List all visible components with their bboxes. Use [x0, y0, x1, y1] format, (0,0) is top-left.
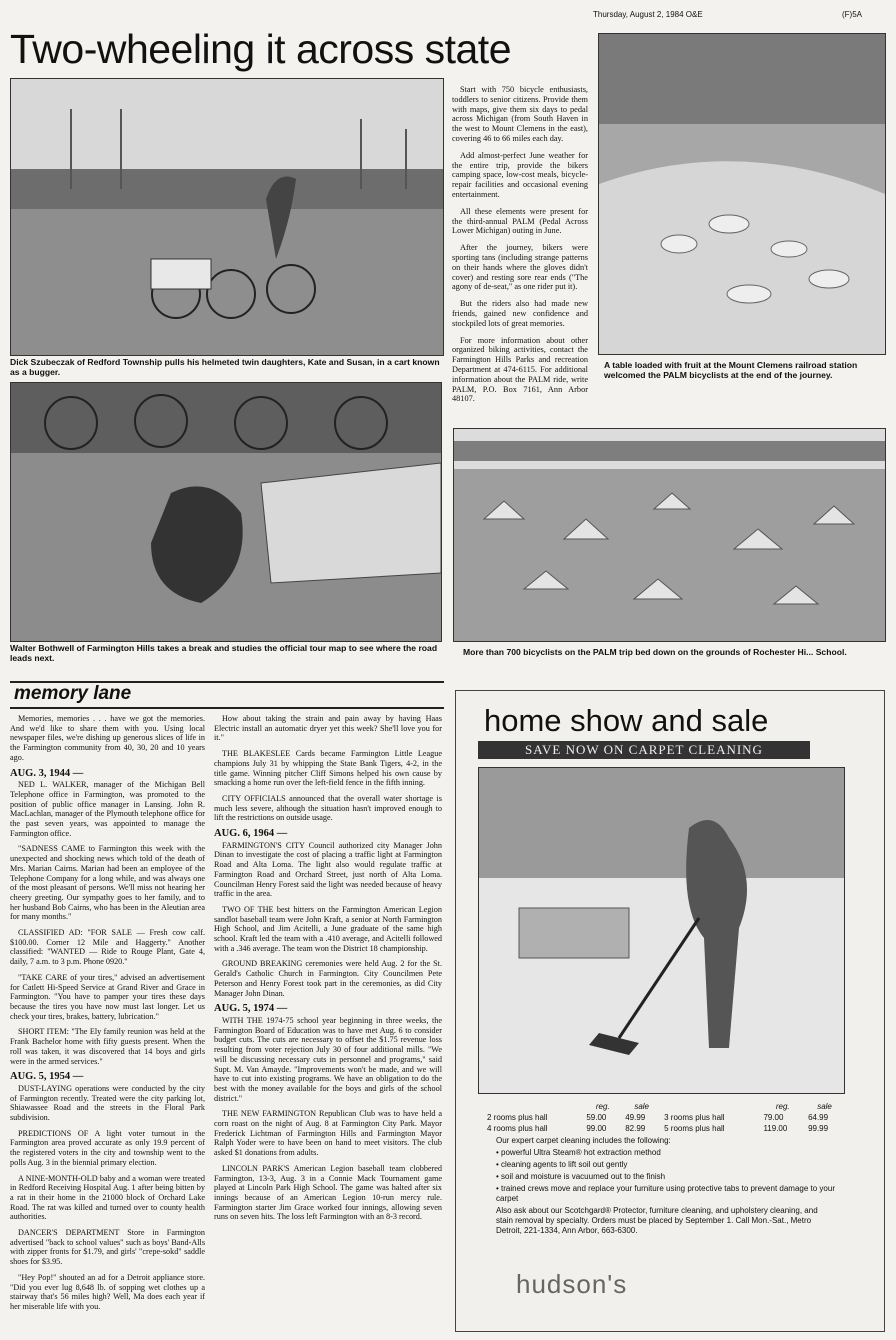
- photo-cyclist-cart: [10, 78, 444, 356]
- ml-item: A NINE-MONTH-OLD baby and a woman were treated in Redford Receiving Hospital Aug. 1 after being bitten by a rat in their home in the 21000 block of Orchard Lake Road. The rat was killed and turned over to county health authorities.: [10, 1173, 205, 1222]
- ml-item: SHORT ITEM: "The Ely family reunion was held at the Frank Bachelor home with fifty guests present. When the roll was taken, it was discovered that 14 boys and girls were in the armed services.": [10, 1027, 205, 1066]
- story-paragraph: Add almost-perfect June weather for the entire trip, provide the bikers camping space, low-cost meals, bicycle-repair facilities and occasional evening entertainment.: [452, 150, 588, 199]
- memory-lane-title: memory lane: [14, 683, 132, 704]
- ml-item: DUST-LAYING operations were conducted by the city of Farmington recently. Treated were the city parking lot, Shiawassee Road and the streets in the Floral Park subdivision.: [10, 1083, 205, 1123]
- cell: 99.99: [808, 1124, 829, 1133]
- ad-photo-carpet-cleaner: [478, 767, 845, 1094]
- cell: 119.00: [763, 1124, 788, 1133]
- story-column: [452, 85, 588, 411]
- ml-item: CITY OFFICIALS announced that the overall water shortage is much less severe, although the situation hasn't improved enough to lift the restrictions on outside usage.: [214, 793, 442, 823]
- ad-title: home show and sale: [484, 703, 769, 738]
- ml-item: TWO OF THE best hitters on the Farmington American Legion sandlot baseball team were John Kraft, a senior at North Farmington High School, and Jim Acitelli, a June graduate of the same high school. Kraft led the team with a .410 average, and Acitelli followed with a .346 average. The team won the District 18 championship.: [214, 904, 442, 953]
- ml-item: THE BLAKESLEE Cards became Farmington Little League champions July 31 by whipping the State Bank Tigers, 4-2, in the title game. Winning pitcher Cliff Simons helped his own cause by smacking a home run over the left-field fence in the fifth inning.: [214, 749, 442, 788]
- cell: 2 rooms plus hall: [487, 1113, 548, 1122]
- price-table: [484, 1101, 844, 1134]
- story-paragraph: After the journey, bikers were sporting tans (including strange patterns on their hands where the gloves didn't cover) and resting sore rear ends ("The agony of de-seat," as one rider put it).: [452, 243, 588, 292]
- cell: 5 rooms plus hall: [664, 1124, 725, 1133]
- ml-item: THE NEW FARMINGTON Republican Club was to have held a corn roast on the night of Aug. 8 at Farmington City Park. Mayor Frederick Lichtman of Farmington Hills and Farmington Mayor Ralph Yoder were to have been on hand to meet visitors. The club asked $1 donations from adults.: [214, 1109, 442, 1158]
- cell: 82.99: [625, 1124, 646, 1133]
- memory-lane-column-1: [10, 714, 205, 1318]
- memory-lane-column-2: [214, 714, 442, 1228]
- ml-date-heading: AUG. 5, 1974 —: [214, 1003, 288, 1015]
- story-paragraph: Start with 750 bicycle enthusiasts, toddlers to senior citizens. Provide them with maps, give them six days to pedal across Michigan (from South Haven in the west to Mount Clemens in the east), covering 46 to 66 miles each day.: [452, 85, 588, 143]
- col-head: [661, 1101, 760, 1112]
- story-paragraph: But the riders also had made new friends, gained new confidence and stockpiled lots of great memories.: [452, 299, 588, 328]
- price-row: [484, 1123, 844, 1134]
- cell: 64.99: [808, 1113, 829, 1122]
- ml-item: CLASSIFIED AD: "FOR SALE — Fresh cow calf. $100.00. Corner 12 Mile and Haggerty." Another classified: "WANTED — Ride to Rouge Plant, Gate 4, daily, 7 a.m. to 3 p.m. Phone 0920.": [10, 928, 205, 967]
- memory-lane-header: [10, 681, 444, 709]
- ml-item: WITH THE 1974-75 school year beginning in three weeks, the Farmington Board of Education was to have met Aug. 6 to consider budget cuts. The cuts are necessary to offset the $1.75 revenue loss resulting from voter rejection July 30 of four additional mills. "We will be discussing necessary cuts in personnel and programs," said Supt. M. Van Amayde. "Improvements won't be made, and we will have to cut into existing programs. We have an obligation to do the best with the money available for the boys and girls of the school district.": [214, 1015, 442, 1103]
- issue-date: Thursday, August 2, 1984 O&E: [593, 10, 703, 19]
- ad-copy: [496, 1136, 836, 1238]
- col-head: reg.: [775, 1102, 790, 1111]
- headline: Two-wheeling it across state: [10, 26, 512, 72]
- ml-item: "SADNESS CAME to Farmington this week with the unexpected and shocking news which told of the death of Mrs. Marian Cairns. Marian had been an employee of the Telephone Company for a long while, and was always one of the most pleasant of persons. We'll miss not hearing her cheery greeting. Our sympathy goes to her family, and to her husband Bob Cairns, who has been in the Aleutian area for many months.": [10, 844, 205, 922]
- caption-photo1: Dick Szubeczak of Redford Township pulls his helmeted twin daughters, Kate and Susan, in a cart known as a bugger.: [10, 357, 440, 377]
- cell: 79.00: [763, 1113, 784, 1122]
- ml-intro: Memories, memories . . . have we got the memories. And we'd like to share them with you. Using local newspaper files, we're dishing up generous slices of life in the Farmington community from 40, 30, 20 and 10 years ago.: [10, 714, 205, 762]
- ad-line: Also ask about our Scotchgard® Protector, furniture cleaning, and upholstery cleaning, and stain removal by specialty. Orders must be placed by September 1. Call Mon.-Sat., Metro Detroit, 221-1334, Ann Arbor, 663-6300.: [496, 1206, 818, 1235]
- ml-date-heading: AUG. 5, 1954 —: [10, 1071, 84, 1083]
- photo-fruit-table: [598, 33, 886, 355]
- ml-date-heading: AUG. 3, 1944 —: [10, 767, 84, 779]
- photo-map-break: [10, 382, 442, 642]
- page-number: (F)5A: [842, 10, 862, 19]
- story-paragraph: All these elements were present for the third-annual PALM (Pedal Across Lower Michigan) outing in June.: [452, 206, 588, 236]
- story-paragraph: For more information about other organized biking activities, contact the Farmington Hills Parks and recreation Department at 474-6115. For additional information about the PALM ride, write PALM, P.O. Box 7161, Ann Arbor 48107.: [452, 335, 588, 404]
- ml-item: GROUND BREAKING ceremonies were held Aug. 2 for the St. Gerald's Catholic Church in Farmington. City Councilmen Pete Peterson and Henry Forest took part in the ceremonies, as did City Manager John Dinan.: [214, 959, 442, 998]
- col-head: sale: [817, 1102, 832, 1111]
- ml-item: NED L. WALKER, manager of the Michigan Bell Telephone office in Farmington, was promoted to the position of public office manager in Lansing. John R. MacLachlan, manager of the Plymouth telephone office for the past seven years, was appointed to manage the Farmington office.: [10, 780, 205, 838]
- ml-item: DANCER'S DEPARTMENT Store in Farmington advertised "back to school values" such as boys' Band-Alls with zipper fronts for $1.79, and girls' "crepe-sokd" saddle shoes for $3.95.: [10, 1228, 205, 1267]
- cell: 49.99: [625, 1113, 646, 1122]
- caption-photo4: More than 700 bicyclists on the PALM trip bed down on the grounds of Rochester Hi... School.: [463, 647, 847, 657]
- ad-banner: SAVE NOW ON CARPET CLEANING: [478, 741, 810, 759]
- ad-line: Our expert carpet cleaning includes the following:: [496, 1136, 671, 1145]
- caption-photo2: A table loaded with fruit at the Mount Clemens railroad station welcomed the PALM bicyclists at the end of the journey.: [604, 360, 858, 380]
- ml-date-heading: AUG. 6, 1964 —: [214, 828, 288, 840]
- cell: 3 rooms plus hall: [664, 1113, 725, 1122]
- ad-line: • trained crews move and replace your furniture using protective tabs to prevent damage to your carpet: [496, 1184, 835, 1203]
- ml-item: "Hey Pop!" shouted an ad for a Detroit appliance store. "Did you ever lug 8,648 lb. of sopping wet clothes up a stairway that's 56 miles high? Well, Ma does each year if her miserable life with you.: [10, 1272, 205, 1311]
- col-head: reg.: [595, 1102, 610, 1111]
- cell: 99.00: [586, 1124, 607, 1133]
- price-table-header: [484, 1101, 844, 1112]
- hudsons-ad: [455, 690, 885, 1332]
- ml-item: PREDICTIONS OF A light voter turnout in the Farmington area proved accurate as only 19.9 percent of the registered voters in the city and township went to the polls Aug. 3 in the biennial primary election.: [10, 1128, 205, 1167]
- col-head: sale: [634, 1102, 649, 1111]
- ml-item: "TAKE CARE of your tires," advised an advertisement for Catlett Hi-Speed Service at Grand River and Grace in Farmington. "You have to pamper your tires these days because the tires you have now must last longer. Let us check your tires, brakes, battery, lubrication.": [10, 972, 205, 1021]
- ml-item: FARMINGTON'S CITY Council authorized city Manager John Dinan to investigate the cost of placing a traffic light at Farmington Road and Alta Loma. The light also would regulate traffic at Farmington Road and Orchard Street, just north of Alta Loma. Councilman Henry Forest said the light was needed because of heavy traffic in the area.: [214, 840, 442, 899]
- photo-campground: [453, 428, 886, 642]
- cell: 4 rooms plus hall: [487, 1124, 548, 1133]
- ml-item: LINCOLN PARK'S American Legion baseball team clobbered Farmington, 13-3, Aug. 3 in a Connie Mack Tournament game played at Lincoln Park High School. The game was halted after six innings because of an American Legion 10-run mercy rule. Farmington starter Jim Grace worked four innings, allowing seven runs on seven hits. The loss left Farmington with an 8-3 record.: [214, 1163, 442, 1222]
- ad-line: • powerful Ultra Steam® hot extraction method: [496, 1148, 661, 1157]
- ml-item: How about taking the strain and pain away by having Haas Electric install an automatic dryer yet this week? She'll love you for it.": [214, 714, 442, 743]
- ad-line: • soil and moisture is vacuumed out to the finish: [496, 1172, 666, 1181]
- page-header: [0, 8, 896, 22]
- col-head: [484, 1101, 583, 1112]
- price-row: [484, 1112, 844, 1123]
- ad-line: • cleaning agents to lift soil out gently: [496, 1160, 628, 1169]
- cell: 59.00: [586, 1113, 607, 1122]
- caption-photo3: Walter Bothwell of Farmington Hills takes a break and studies the official tour map to see where the road leads next.: [10, 643, 438, 663]
- hudsons-logo: hudson's: [516, 1269, 628, 1299]
